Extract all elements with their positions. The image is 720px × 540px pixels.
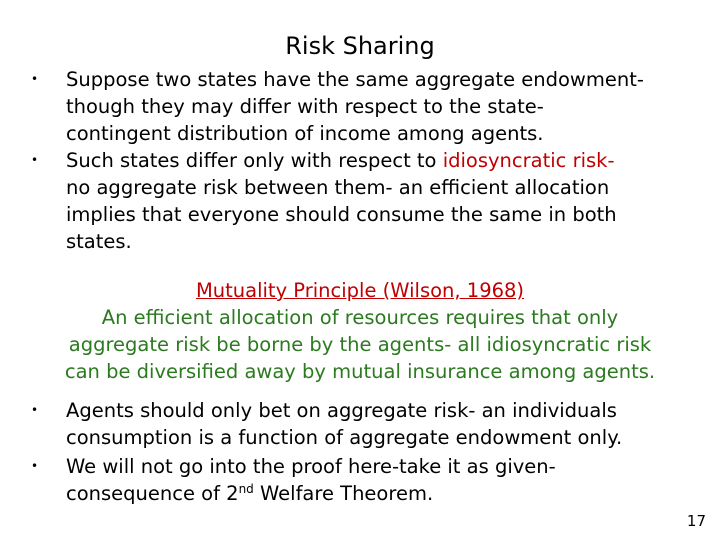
principle-line-1: An efficient allocation of resources requires that only — [101, 306, 619, 329]
bullet-marker-4: • — [31, 459, 39, 473]
bullet-3 — [66, 397, 696, 451]
principle-line-3: can be diversified away by mutual insurance among agents. — [64, 360, 656, 383]
bullet-3-line-1: Agents should only bet on aggregate risk- an individuals — [66, 399, 617, 422]
bullet-2-line-1 — [66, 147, 696, 174]
bullet-1 — [66, 66, 696, 147]
bullet-4-line-1: We will not go into the proof here-take it as given- — [66, 455, 556, 478]
bullet-marker-3: • — [31, 403, 39, 417]
bullet-2-line-3: implies that everyone should consume the same in both — [66, 203, 617, 226]
bullet-2-line-4: states. — [66, 230, 132, 253]
bullet-1-line-2: though they may differ with respect to the state- — [66, 95, 544, 118]
bullet-2 — [66, 147, 696, 255]
bullet-4 — [66, 453, 696, 507]
bullet-4-line-2-suffix: Welfare Theorem. — [253, 482, 434, 505]
bullet-1-line-1: Suppose two states have the same aggregate endowment- — [66, 68, 644, 91]
bullet-2-line-2: no aggregate risk between them- an efficient allocation — [66, 176, 610, 199]
slide-title: Risk Sharing — [285, 32, 435, 60]
bullet-3-line-2: consumption is a function of aggregate endowment only. — [66, 426, 623, 449]
page-number: 17 — [686, 512, 706, 530]
ordinal-superscript: nd — [238, 482, 254, 496]
bullet-marker-1: • — [31, 72, 39, 86]
bullet-marker-2: • — [31, 153, 39, 167]
bullet-2-line-1-text: Such states differ only with respect to — [66, 149, 443, 172]
principle-title: Mutuality Principle (Wilson, 1968) — [195, 279, 525, 302]
idiosyncratic-risk-highlight: idiosyncratic risk- — [442, 149, 615, 172]
bullet-1-line-3: contingent distribution of income among agents. — [66, 122, 544, 145]
bullet-4-line-2 — [66, 480, 696, 507]
principle-line-2: aggregate risk be borne by the agents- all idiosyncratic risk — [68, 333, 652, 356]
bullet-4-line-2-prefix: consequence of 2 — [66, 482, 239, 505]
principle-title-line — [0, 277, 720, 304]
mutuality-principle — [0, 277, 720, 385]
